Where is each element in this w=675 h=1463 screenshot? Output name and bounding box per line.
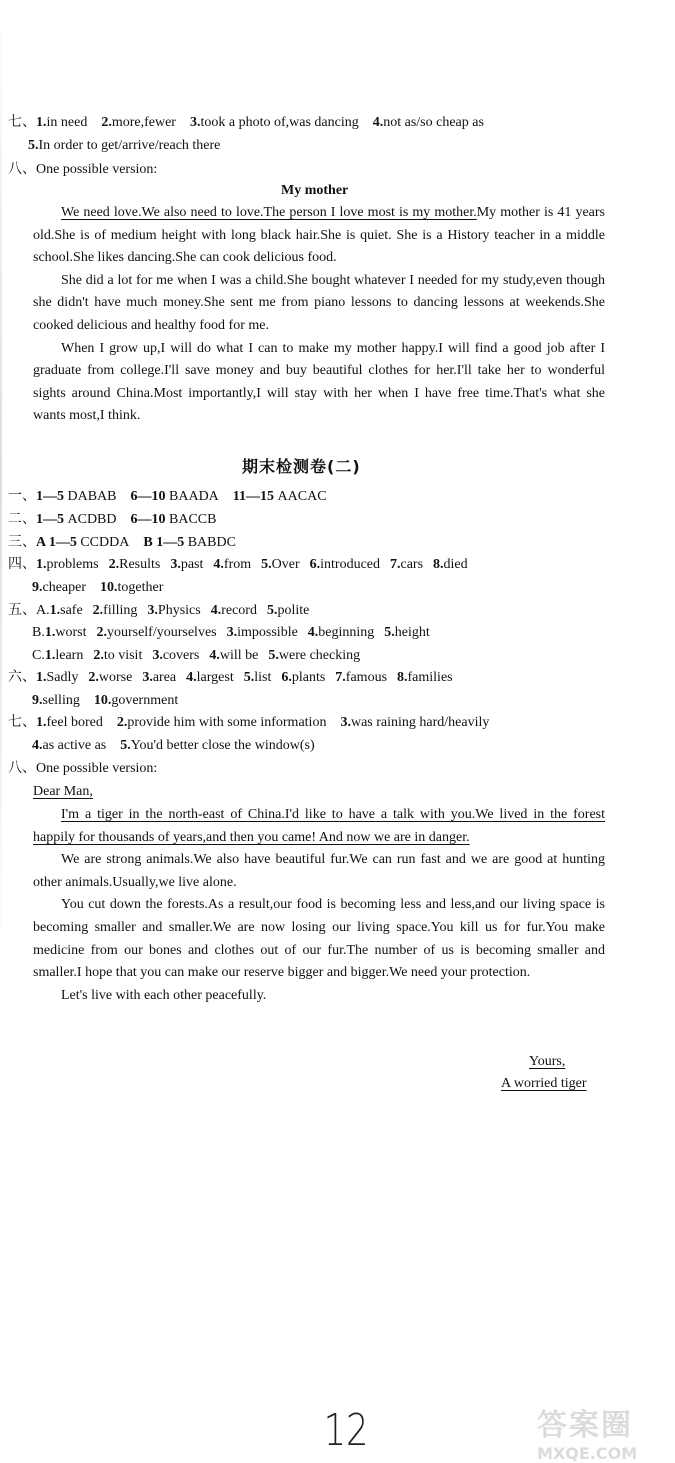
- answer-number: 3.: [340, 715, 351, 730]
- answer-number: 2.: [88, 670, 99, 685]
- letter-paragraph: You cut down the forests.As a result,our food is becoming less and less,and our living space is becoming smaller and smaller.We are now losing our living space.You kill us for fur.You make medicine from our bones and clothes out of our fur.The number of us is becoming smaller and smaller.I hope that you can make our reserve bigger and bigger.We need your protection.: [33, 897, 605, 981]
- answer-line-q7-1b: [8, 714, 489, 732]
- answer-number: 8.: [397, 670, 408, 685]
- answer-text: will be: [219, 648, 259, 663]
- answer-item: [36, 557, 99, 572]
- answer-item: [308, 625, 375, 640]
- answer-item: [101, 115, 176, 130]
- answer-text: not as/so cheap as: [383, 115, 484, 130]
- answer-text: BACCB: [169, 512, 217, 527]
- answer-text: AACAC: [277, 489, 327, 504]
- answer-item: [32, 693, 80, 708]
- answer-text: government: [111, 693, 179, 708]
- answer-line-q4-1: [8, 556, 468, 574]
- answer-number: 10.: [93, 693, 112, 708]
- answer-text: Sadly: [46, 670, 79, 685]
- answer-number: 5.: [266, 603, 278, 618]
- answer-line-q5-b: [32, 624, 430, 642]
- answer-number: 5.: [384, 625, 395, 640]
- answer-text: DABAB: [67, 489, 117, 504]
- answer-text: provide him with some information: [127, 715, 327, 730]
- answer-number: 3.: [226, 625, 238, 640]
- answer-range: A 1—5: [36, 535, 81, 550]
- answer-text: You'd better close the window(s): [130, 738, 315, 753]
- answer-item: [142, 670, 176, 685]
- answer-item: [261, 557, 300, 572]
- answer-item: [397, 670, 453, 685]
- answer-item: [267, 603, 309, 618]
- answer-group: [233, 489, 327, 504]
- question-label: 七、: [8, 115, 36, 130]
- answer-text: from: [223, 557, 252, 572]
- answer-number: 4.: [307, 625, 319, 640]
- answer-line-q6-1: [8, 669, 453, 687]
- answer-line-q7-2b: [32, 737, 315, 755]
- answer-item: [310, 557, 380, 572]
- essay-body: [33, 202, 605, 428]
- answer-number: 1.: [36, 715, 47, 730]
- handwritten-page-number: 12: [323, 1405, 369, 1456]
- answer-item: [45, 648, 83, 663]
- answer-number: 1.: [44, 648, 56, 663]
- answer-item: [227, 625, 298, 640]
- answer-text: covers: [162, 648, 200, 663]
- answer-line-q5-a: [8, 602, 309, 620]
- letter-signature: A worried tiger: [501, 1076, 587, 1091]
- answer-text: list: [254, 670, 272, 685]
- answer-item: [170, 557, 203, 572]
- page-edge-shadow: [0, 0, 2, 960]
- answer-number: 3.: [152, 648, 163, 663]
- answer-range: 6—10: [130, 512, 170, 527]
- answer-text: polite: [277, 603, 310, 618]
- answer-item: [152, 648, 199, 663]
- answer-text: to visit: [103, 648, 143, 663]
- answer-text: BABDC: [187, 535, 236, 550]
- answer-number: 2.: [116, 715, 128, 730]
- answer-number: 6.: [309, 557, 321, 572]
- answer-item: [186, 670, 234, 685]
- answer-range: B 1—5: [143, 535, 188, 550]
- answer-text: ACDBD: [67, 512, 117, 527]
- answer-line-q6-2: [32, 692, 178, 710]
- answer-text: were checking: [278, 648, 361, 663]
- answer-item: [211, 603, 257, 618]
- answer-text: took a photo of,was dancing: [200, 115, 359, 130]
- answer-item: [109, 557, 161, 572]
- answer-group: [36, 512, 117, 527]
- answer-text: Over: [271, 557, 300, 572]
- answer-text: in need: [46, 115, 88, 130]
- answer-item: [209, 648, 258, 663]
- answer-item: [147, 603, 200, 618]
- answer-number: 2.: [93, 648, 104, 663]
- answer-text: families: [407, 670, 453, 685]
- answer-group: [36, 489, 117, 504]
- answer-text: filling: [103, 603, 138, 618]
- answer-number: 9.: [32, 580, 43, 595]
- answer-item: [244, 670, 272, 685]
- answer-item: [117, 715, 327, 730]
- answer-text: was raining hard/heavily: [350, 715, 490, 730]
- answer-text: selling: [42, 693, 80, 708]
- answer-number: 3.: [189, 115, 201, 130]
- answer-item: [335, 670, 387, 685]
- question-label: 一、: [8, 489, 36, 504]
- answer-number: 1.: [36, 115, 47, 130]
- answer-line-q3: [8, 534, 236, 552]
- question-label: C.: [32, 648, 45, 663]
- answer-item: [93, 603, 138, 618]
- question-label: 六、: [8, 670, 36, 685]
- answer-number: 5.: [268, 648, 279, 663]
- answer-number: 7.: [390, 557, 401, 572]
- answer-number: 2.: [92, 603, 104, 618]
- answer-text: feel bored: [46, 715, 103, 730]
- question-label: 七、: [8, 715, 36, 730]
- answer-group: [131, 512, 217, 527]
- answer-number: 3.: [142, 670, 153, 685]
- question-label-q8b: 八、One possible version:: [8, 761, 158, 776]
- answer-text: impossible: [237, 625, 298, 640]
- answer-text: cars: [400, 557, 424, 572]
- answer-number: 2.: [96, 625, 107, 640]
- answer-item: [373, 115, 484, 130]
- answer-item: [36, 115, 87, 130]
- answer-text: record: [221, 603, 257, 618]
- answer-number: 5.: [120, 738, 131, 753]
- answer-text: learn: [55, 648, 84, 663]
- answer-item: [32, 738, 106, 753]
- answer-group: [36, 535, 129, 550]
- answer-item: [88, 670, 132, 685]
- question-label-q8: 八、One possible version:: [8, 162, 158, 177]
- answer-text: worst: [55, 625, 87, 640]
- answer-number: 1.: [44, 625, 56, 640]
- answer-number: 4.: [186, 670, 197, 685]
- answer-number: 5.: [243, 670, 255, 685]
- answer-number: 10.: [100, 580, 118, 595]
- answer-text: yourself/yourselves: [106, 625, 217, 640]
- question-label: B.: [32, 625, 45, 640]
- letter-paragraph: We are strong animals.We also have beautiful fur.We can run fast and we are good at hunting other animals.Usually,we live alone.: [33, 852, 605, 890]
- answer-number: 1.: [36, 670, 47, 685]
- essay-paragraph: When I grow up,I will do what I can to make my mother happy.I will find a good job after I graduate from college.I'll save money and buy beautiful clothes for her.I'll take her to wonderful sights around China.Most importantly,I will stay with her when I have free time.That's what she wants most,I think.: [33, 340, 605, 424]
- answer-item: [268, 648, 360, 663]
- answer-number: 5.: [261, 557, 272, 572]
- answer-range: 11—15: [232, 489, 278, 504]
- question-label: 五、A.: [8, 603, 50, 618]
- answer-item: [93, 648, 142, 663]
- answer-item: [213, 557, 251, 572]
- question-label: 二、: [8, 512, 36, 527]
- answer-item: [100, 580, 163, 595]
- answer-line-q7-2: 5.In order to get/arrive/reach there: [28, 138, 221, 153]
- answer-item: [45, 625, 87, 640]
- answer-number: 6.: [281, 670, 292, 685]
- answer-number: 3.: [147, 603, 158, 618]
- letter-paragraph: Let's live with each other peacefully.: [61, 987, 267, 1003]
- answer-item: [36, 670, 78, 685]
- answer-range: 1—5: [36, 489, 68, 504]
- essay-paragraph: We need love.We also need to love.The person I love most is my mother.My mother is 41 years old.She is of medium height with long black hair.She is quiet. She is a History teacher in a middle school.She likes dancing.She can cook delicious food.: [33, 205, 605, 266]
- answer-item: [190, 115, 359, 130]
- answer-group: [131, 489, 219, 504]
- answer-item: [390, 557, 423, 572]
- answer-line-q1: [8, 488, 327, 506]
- answer-line-q4-2: [32, 579, 163, 597]
- answer-number: 4.: [213, 557, 224, 572]
- answer-number: 4.: [210, 603, 222, 618]
- letter-closing: Yours,: [529, 1054, 566, 1069]
- answer-text: CCDDA: [80, 535, 130, 550]
- answer-item: [340, 715, 489, 730]
- answer-text: Results: [119, 557, 161, 572]
- answer-text: died: [443, 557, 468, 572]
- answer-item: [96, 625, 216, 640]
- answer-text: cheaper: [42, 580, 87, 595]
- watermark-logo: 答案圈 MXQE.COM: [537, 1408, 638, 1463]
- answer-text: famous: [345, 670, 388, 685]
- answer-text: Physics: [157, 603, 201, 618]
- answer-number: 7.: [335, 670, 346, 685]
- answer-number: 2.: [108, 557, 120, 572]
- answer-number: 3.: [170, 557, 181, 572]
- answer-item: [384, 625, 430, 640]
- answer-text: together: [117, 580, 164, 595]
- answer-item: [94, 693, 178, 708]
- answer-item: [281, 670, 325, 685]
- answer-number: 4.: [372, 115, 384, 130]
- answer-item: [32, 580, 86, 595]
- answer-range: 1—5: [36, 512, 68, 527]
- answer-text: largest: [196, 670, 234, 685]
- answer-number: 8.: [433, 557, 444, 572]
- answer-text: as active as: [42, 738, 107, 753]
- essay-paragraph: She did a lot for me when I was a child.She bought whatever I needed for my study,even though she didn't have much money.She sent me from piano lessons to dancing lessons at weekends.She cooked delicious and healthy food for me.: [33, 272, 605, 333]
- answer-text: past: [180, 557, 204, 572]
- question-label: 四、: [8, 557, 36, 572]
- answer-line-q5-c: [32, 647, 360, 665]
- answer-item: [120, 738, 314, 753]
- answer-number: 4.: [32, 738, 43, 753]
- letter-greeting: Dear Man,: [33, 784, 93, 799]
- letter-body: [33, 804, 605, 1007]
- essay-title: My mother: [281, 183, 349, 198]
- answer-item: [433, 557, 468, 572]
- answer-line-q2: [8, 511, 216, 529]
- section-title: 期末检测卷(二): [242, 457, 361, 476]
- answer-text: worse: [98, 670, 133, 685]
- answer-text: beginning: [318, 625, 375, 640]
- answer-number: 2.: [101, 115, 112, 130]
- answer-text: introduced: [320, 557, 380, 572]
- answer-text: safe: [60, 603, 83, 618]
- answer-item: [36, 715, 103, 730]
- answer-text: BAADA: [169, 489, 219, 504]
- question-label: 三、: [8, 535, 36, 550]
- answer-text: problems: [46, 557, 99, 572]
- answer-number: 1.: [49, 603, 61, 618]
- answer-number: 4.: [209, 648, 220, 663]
- answer-range: 6—10: [130, 489, 170, 504]
- answer-text: more,fewer: [111, 115, 176, 130]
- letter-paragraph: I'm a tiger in the north-east of China.I'd like to have a talk with you.We lived in the forest happily for thousands of years,and then you came! And now we are in danger.: [33, 807, 605, 845]
- answer-group: [143, 535, 236, 550]
- answer-item: [50, 603, 83, 618]
- answer-line-q7-1: [8, 114, 484, 132]
- answer-text: plants: [291, 670, 326, 685]
- answer-text: height: [394, 625, 430, 640]
- answer-number: 1.: [36, 557, 47, 572]
- answer-text: area: [152, 670, 177, 685]
- answer-number: 9.: [32, 693, 43, 708]
